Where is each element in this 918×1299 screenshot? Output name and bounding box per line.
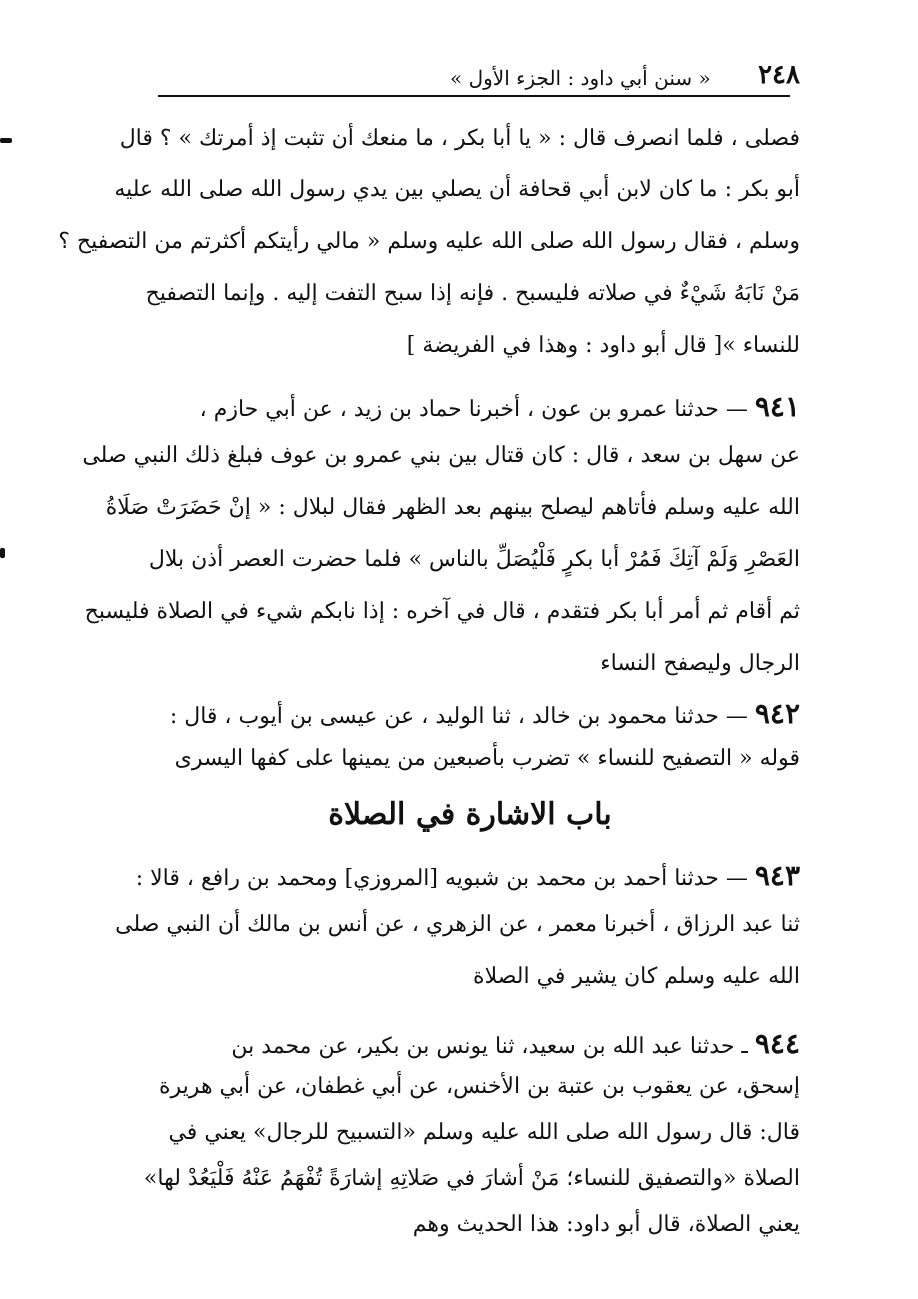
page-header <box>150 50 800 90</box>
text-line: للنساء »[ قال أبو داود : وهذا في الفريضة ] <box>406 333 800 358</box>
text-line: الصلاة «والتصفيق للنساء؛ مَنْ أشارَ في صَلاتِهِ إشارَةً تُفْهَمُ عَنْهُ فَلْيَعُدْ لها» <box>143 1166 800 1191</box>
hadith-943 <box>115 859 800 996</box>
text-line: قوله « التصفيح للنساء » تضرب بأصبعين من يمينها على كفها اليسرى <box>174 746 800 771</box>
hadith-first-line <box>140 1027 800 1060</box>
header-rule <box>158 95 790 97</box>
hadith-first-line <box>140 390 800 423</box>
chapter-heading: باب الاشارة في الصلاة <box>328 797 612 832</box>
text-line: عن سهل بن سعد ، قال : كان قتال بين بني عمرو بن عوف فبلغ ذلك النبي صلى <box>82 443 800 468</box>
hadith-number: ٩٤٤ <box>754 1027 800 1060</box>
hadith-first-line <box>140 697 800 730</box>
text-line: العَصْرِ وَلَمْ آتِكَ فَمُرْ أبا بكرٍ فَلْيُصَلِّ بالناس » فلما حضرت العصر أذن بلال <box>148 547 800 572</box>
hadith-944 <box>140 1027 800 1244</box>
text-line: قال: قال رسول الله صلى الله عليه وسلم «التسبيح للرجال» يعني في <box>168 1120 800 1145</box>
text-line: الله عليه وسلم فأتاهم ليصلح بينهم بعد الظهر فقال لبلال : « إنْ حَضَرَتْ صَلَاةُ <box>105 495 800 520</box>
hadith-942 <box>140 697 800 778</box>
margin-mark-top <box>0 138 12 143</box>
text-line: الله عليه وسلم كان يشير في الصلاة <box>473 964 800 989</box>
text-line: إسحق، عن يعقوب بن عتبة بن الأخنس، عن أبي غطفان، عن أبي هريرة <box>159 1074 800 1099</box>
hadith-941 <box>82 390 800 683</box>
text-line: وسلم ، فقال رسول الله صلى الله عليه وسلم « مالي رأيتكم أكثرتم من التصفيح ؟ <box>58 229 800 254</box>
text-line: يعني الصلاة، قال أبو داود: هذا الحديث وهم <box>412 1212 800 1237</box>
text-line: — حدثنا عمرو بن عون ، أخبرنا حماد بن زيد ، عن أبي حازم ، <box>199 397 748 422</box>
text-line: أبو بكر : ما كان لابن أبي قحافة أن يصلي بين يدي رسول الله صلى الله عليه <box>114 177 800 202</box>
text-line: فصلى ، فلما انصرف قال : « يا أبا بكر ، ما منعك أن تثبت إذ أمرتك » ؟ قال <box>119 126 800 151</box>
text-line: — حدثنا محمود بن خالد ، ثنا الوليد ، عن عيسى بن أيوب ، قال : <box>169 704 748 729</box>
text-line: ثم أقام ثم أمر أبا بكر فتقدم ، قال في آخره : إذا نابكم شيء في الصلاة فليسبح <box>84 599 800 624</box>
hadith-number: ٩٤٣ <box>754 859 800 892</box>
margin-mark-middle <box>0 548 5 558</box>
text-line: ـ حدثنا عبد الله بن سعيد، ثنا يونس بن بكير، عن محمد بن <box>231 1034 748 1059</box>
page-number: ٢٤٨ <box>758 60 800 90</box>
text-line: ثنا عبد الرزاق ، أخبرنا معمر ، عن الزهري ، عن أنس بن مالك أن النبي صلى <box>115 912 800 937</box>
hadith-first-line <box>135 859 800 892</box>
text-line: — حدثنا أحمد بن محمد بن شبويه [المروزي] ومحمد بن رافع ، قالا : <box>135 866 748 891</box>
text-line: الرجال وليصفح النساء <box>600 651 800 676</box>
hadith-number: ٩٤١ <box>754 390 800 423</box>
text-line: مَنْ نَابَهُ شَيْءٌ في صلاته فليسبح . فإنه إذا سبح التفت إليه . وإنما التصفيح <box>145 281 800 306</box>
continuation-paragraph <box>58 126 800 365</box>
running-title: « سنن أبي داود : الجزء الأول » <box>450 66 711 90</box>
hadith-number: ٩٤٢ <box>754 697 800 730</box>
